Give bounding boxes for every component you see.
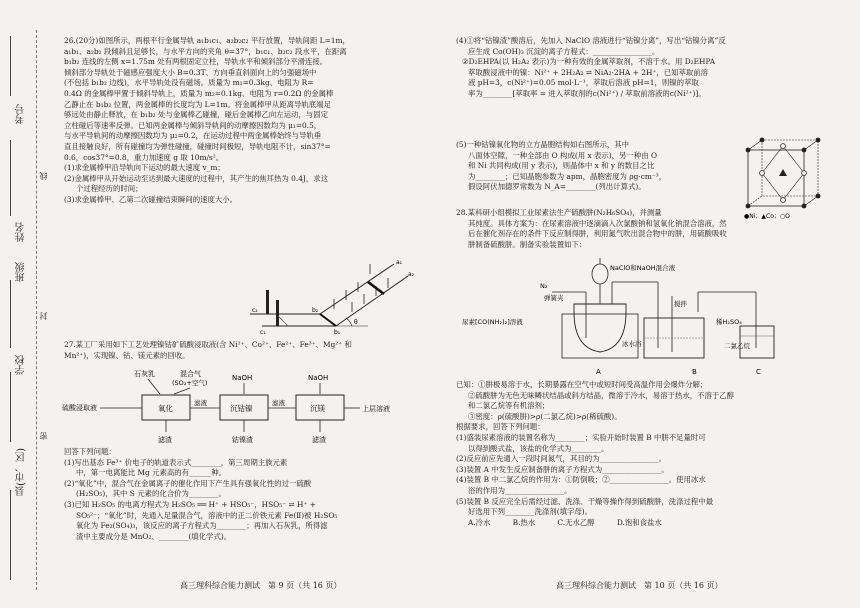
- seal-line-text: 线: [39, 172, 48, 180]
- question-28-intro: [456, 208, 828, 250]
- feed-label: 硫酸浸取液: [62, 404, 97, 412]
- n2-label: N₂: [540, 282, 548, 290]
- q26-line: a₁b₁、a₂b₂ 段倾斜且足够长，与水平方向的夹角 θ=37°，b₁c₁、b₂c₂ 段水平，在距离: [64, 46, 347, 56]
- page-footer-right: 高三理科综合能力测试 第 10 页（共 16 页）: [556, 581, 723, 590]
- co-ni-residue-label: 钴镍渣: [232, 436, 253, 444]
- q26-line: (不包括 b₁b₂ 边线)，水平导轨处没有磁场。质量为 m₁=0.3kg、电阻为 R=: [64, 78, 314, 88]
- q27-line: 中，第一电离能比 Mg 元素高的有______种。: [76, 468, 227, 478]
- precipitate-mg-label: 沉镁: [310, 404, 325, 413]
- class-label: 班级: [16, 262, 27, 282]
- product-label: 上层溶液: [362, 405, 390, 413]
- q27-cont-line: 萃取酸浸液中的镍：Ni²⁺ + 2H₂A₂ ⇌ NiA₂·2HA + 2H⁺，已知萃取前溶: [468, 67, 709, 77]
- lime-label: 石灰乳: [134, 370, 155, 378]
- gas-label: 混合气: [180, 370, 201, 378]
- dce-label: 二氯乙烷: [724, 342, 750, 350]
- seal-dashed-line: [36, 30, 37, 590]
- label-c: C: [756, 368, 761, 376]
- q27-line: Mn²⁺)，实现镍、钴、镁元素的回收。: [64, 350, 190, 360]
- stir-label: 搅拌: [674, 300, 687, 308]
- q27-line: (H₂SO₅)，其中 S 元素的化合价为________。: [76, 489, 226, 499]
- label-theta: θ: [354, 319, 358, 326]
- seal-secret-text: 密: [39, 432, 48, 440]
- q26-line: 够远处由静止释放，在 b₁b₂ 处与金属棒乙碰撞，碰后金属棒乙向左运动，与固定: [64, 110, 328, 120]
- q28-part-line: (2)反应前应先通入一段时间氮气，其目的为________________。: [456, 454, 667, 464]
- label-a1: a₁: [396, 259, 403, 266]
- q27-line: 渣中主要成分是 MnO₂、________(填化学式)。: [76, 531, 232, 541]
- q27-cont-line: (4)①将“钴镍渣”酸溶后，先加入 NaClO 溶液进行“钴镍分离”，写出“钴镍分离”反: [456, 36, 726, 45]
- q28-line: 其纯度。具体方案为：在尿素溶液中逐滴滴入次氯酸钠和氢氧化钠混合溶液，然: [468, 218, 727, 228]
- label-a: A: [596, 368, 601, 376]
- binding-strip: [0, 0, 58, 608]
- h2so4-label: 稀H₂SO₄: [716, 318, 742, 326]
- q28-part-line: 已知：①肼极易溶于水，长期暴露在空气中或短时间受高温作用会爆炸分解；: [456, 380, 708, 389]
- q27-cont-line: 应生成 Co(OH)₃ 沉淀的离子方程式：________________。: [468, 46, 660, 56]
- q27-line: 回答下列问题：: [64, 447, 116, 456]
- school-label: 学校: [16, 355, 27, 375]
- right-column-top: [456, 36, 828, 100]
- q28-line: 肼制备硫酸肼。制备实验装置如下：: [468, 239, 587, 249]
- q27-part5-line: 和 Ni 共同构成(用 y 表示)，则晶体中 x 和 y 的数目之比: [468, 161, 655, 171]
- mix-label: NaClO和NaOH混合液: [610, 264, 676, 272]
- school-blank: [10, 372, 11, 442]
- question-28-parts: [456, 380, 828, 528]
- label-c1: c₁: [260, 329, 266, 336]
- precipitate-co-ni-label: 沉钴镍: [230, 404, 253, 413]
- naoh-label-2: NaOH: [308, 374, 329, 382]
- q27-part5-line: 为________；已知晶胞参数为 apm，晶胞密度为 ρg·cm⁻³，: [468, 171, 667, 181]
- residue-label: 滤渣: [158, 436, 172, 444]
- q28-part-line: 根据要求，回答下列问题：: [456, 422, 545, 432]
- county-blank: [10, 490, 11, 580]
- q27-cont-line: ②D₂EHPA(以 H₂A₂ 表示)为一种有效的金属萃取剂，不溶于水。用 D₂EHPA: [462, 57, 716, 67]
- question-27-part5: [456, 140, 732, 193]
- name-blank: [10, 140, 11, 216]
- q28-part-line: (1)盛装尿素溶液的装置名称为________；实验开始时装置 B 中肼不足量时可: [456, 432, 706, 442]
- q27-part5-line: 八面体空隙，一种全部由 O 构成(用 x 表示)，另一种由 O: [468, 150, 658, 160]
- q28-part-line: ②硫酸肼为无色无味鳞状结晶或斜方结晶，微溶于冷水，易溶于热水，不溶于乙醇: [468, 390, 735, 400]
- question-26: [64, 36, 420, 206]
- q27-part5-line: (5)一种钴镍氧化物的立方晶胞结构如右图所示，其中: [456, 140, 630, 149]
- q28-part-line: 以得到酸式盐，该盐的化学式为________。: [468, 443, 609, 453]
- residue-label-2: 滤渣: [312, 436, 326, 444]
- question-27-parts: [64, 447, 420, 542]
- q26-line: 个过程经历的时间；: [76, 184, 143, 194]
- filtrate-label-1: 滤液: [194, 399, 207, 407]
- spring-clamp-label: 弹簧夹: [544, 294, 564, 302]
- oxidation-label: 氧化: [158, 404, 173, 413]
- naoh-label-1: NaOH: [232, 374, 253, 382]
- exam-no-blank: [10, 36, 11, 96]
- q26-line: 26.(20分)如图所示，两根平行金属导轨 a₁b₁c₁、a₂b₂c₂ 平行放置，导轨间距 L=1m，: [64, 36, 350, 45]
- county-label: 县(市、区): [16, 448, 27, 496]
- filtrate-label-2: 滤液: [272, 399, 285, 407]
- gas-formula: (SO₂+空气): [172, 379, 208, 387]
- q27-cont-line: 液 pH=3，c(Ni²⁺)=0.05 mol·L⁻¹，萃取后溶液 pH=1，则镍的萃取: [468, 78, 699, 88]
- urea-label: 尿素[CO(NH₂)₂]溶液: [462, 318, 523, 326]
- q26-line: (1)求金属棒甲沿导轨向下运动的最大速度 v_m；: [64, 163, 225, 173]
- apparatus-figure: [462, 252, 826, 378]
- rails-figure: [248, 254, 414, 336]
- q26-line: 倾斜部分导轨处于磁感应强度大小 B=0.3T、方向垂直斜面向上的匀强磁场中: [64, 67, 317, 77]
- ice-bath-label: 冰水浴: [622, 340, 642, 348]
- name-label: 姓名: [16, 222, 27, 242]
- q26-line: 与水平导轨间的动摩擦因数均为 μ₂=0.2，在运动过程中两金属棒始终与导轨垂: [64, 131, 322, 141]
- q28-part-line: (5)装置 B 反应完全后需经过滤、洗涤、干燥等操作得到硫酸肼，洗涤过程中最: [456, 496, 714, 506]
- q26-line: 立柱碰后等速率反弹。已知两金属棒与倾斜导轨间的动摩擦因数均为 μ₁=0.5，: [64, 120, 322, 130]
- q28-part-line: (4)装置 B 中二氯乙烷的作用为：①防倒吸；②________________。使用冰水: [456, 475, 706, 485]
- q26-line: 0.4Ω 的金属棒甲置于倾斜导轨上，质量为 m₂=0.1kg、电阻为 r=0.2Ω 的金属棒: [64, 88, 334, 98]
- label-b2: b₂: [312, 307, 319, 314]
- left-column: [64, 36, 420, 206]
- q26-line: 乙静止在 b₁b₂ 位置，两金属棒的长度均为 L=1m。将金属棒甲从距离导轨底端足: [64, 99, 331, 109]
- q28-choices: A.冷水 B.热水 C.无水乙醇 D.饱和食盐水: [468, 517, 662, 527]
- q26-line: 0.6，cos37°=0.8，重力加速度 g 取 10m/s²。: [64, 152, 224, 162]
- question-27-intro: [64, 340, 420, 361]
- q27-line: (1)写出基态 Fe³⁺ 价电子的轨道表示式________，第三周期主族元素: [64, 457, 288, 467]
- q26-line: 直且接触良好，所有碰撞均为弹性碰撞，碰撞时间极短，导轨电阻不计，sin37°=: [64, 141, 331, 151]
- q28-part-line: (3)装置 A 中发生反应制备肼的离子方程式为________________。: [456, 464, 669, 474]
- label-a2: a₂: [408, 271, 414, 278]
- q28-part-line: 浴的作用为________________。: [468, 485, 572, 495]
- cell-legend: ●Ni；▲Co；○O: [744, 213, 790, 220]
- q27-line: SO₅²⁻；“氧化”时，先通入足量混合气，溶液中的正二价铁元素 Fe(Ⅱ)被 H₂SO₅: [76, 510, 338, 520]
- label-b: B: [692, 368, 697, 376]
- q27-line: 27.某工厂采用如下工艺处理镍钴矿硫酸浸取液(含 Ni²⁺、Co²⁺、Fe²⁺、Fe³⁺、Mg²⁺ 和: [64, 340, 352, 349]
- seal-seal-text: 封: [39, 312, 48, 320]
- label-c2: c₂: [252, 307, 258, 314]
- q26-line: (3)求金属棒甲、乙第二次碰撞结束瞬间的速度大小。: [64, 194, 238, 204]
- q27-line: (3)已知 H₂SO₅ 的电离方程式为 H₂SO₅ ══ H⁺ + HSO₅⁻，HSO₅⁻ ⇌ H⁺ +: [64, 499, 316, 509]
- q28-line: 后在催化剂存在的条件下反应制得肼，利用氮气吹出混合物中的肼，用硫酸吸收: [468, 229, 727, 239]
- q27-part5-line: 假设阿伏加德罗常数为 N_A=________(列出计算式)。: [468, 182, 646, 192]
- process-flowchart: [62, 368, 422, 446]
- page-footer-left: 高三理科综合能力测试 第 9 页（共 16 页）: [180, 581, 342, 590]
- q27-line: 氧化为 Fe₂(SO₄)₃，该反应的离子方程式为________；再加入石灰乳，所得滤: [76, 521, 328, 531]
- q28-part-line: 好选用下列________洗涤剂(填字母)。: [468, 507, 593, 517]
- q26-line: (2)金属棒甲从开始运动至达到最大速度的过程中，其产生的焦耳热为 0.4J，求这: [64, 173, 329, 183]
- q28-part-line: ③密度：ρ(硫酸肼)>ρ(二氯乙烷)>ρ(稀硫酸)。: [468, 411, 622, 421]
- q28-part-line: 和二氯乙烷等有机溶剂；: [468, 401, 550, 411]
- q27-line: (2)“氧化”中，混合气在金属离子的催化作用下产生具有强氧化性的过一硫酸: [64, 478, 312, 488]
- q26-line: b₁b₂ 连线的左侧 x=1.75m 处有两根固定立柱，导轨水平和倾斜部分平滑连接。: [64, 57, 328, 67]
- class-blank: [10, 280, 11, 348]
- label-b1: b₁: [334, 329, 341, 336]
- q28-line: 28.某科研小组模拟工业尿素法生产硫酸肼(N₂H₆SO₄)，并测量: [456, 208, 662, 217]
- exam-no-label: 考号: [16, 104, 27, 124]
- q27-cont-line: 率为________[萃取率 = 进入萃取剂的c(Ni²⁺) / 萃取前溶液的c(Ni²⁺)]。: [468, 88, 706, 98]
